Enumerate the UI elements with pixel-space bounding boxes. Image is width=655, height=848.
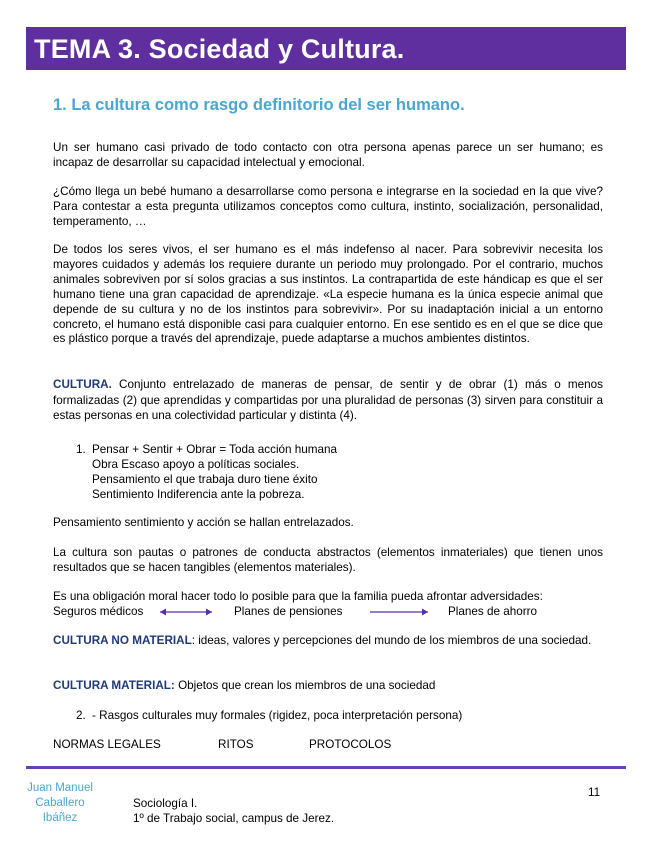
cultura-definition-text: Conjunto entrelazado de maneras de pensar, de sentir y de obrar (1) más o menos formalizadas (2) que aprendidas y compartidas por una pluralidad de personas (3) sirven para constituir a estas personas en una colectividad particular y distinta (4).: [53, 378, 603, 423]
list-line: Obra Escaso apoyo a políticas sociales.: [92, 457, 300, 471]
ritos: RITOS: [218, 738, 254, 751]
right-arrow-icon: [368, 606, 432, 618]
author-name: [18, 781, 102, 826]
author-line: Juan Manuel: [27, 782, 93, 794]
cultura-material-term: CULTURA MATERIAL:: [53, 679, 175, 692]
list-number-2: 2.: [76, 709, 86, 722]
double-arrow-icon: [156, 606, 216, 618]
rasgos-formales: - Rasgos culturales muy formales (rigidez, poca interpretación persona): [92, 709, 463, 722]
cultura-no-material-text: : ideas, valores y percepciones del mundo de los miembros de una sociedad.: [191, 634, 592, 647]
campus-name: 1º de Trabajo social, campus de Jerez.: [133, 811, 335, 825]
list-line: Sentimiento Indiferencia ante la pobreza.: [92, 487, 305, 501]
section-heading: 1. La cultura como rasgo definitorio del ser humano.: [53, 96, 465, 114]
paragraph-entrelazados: Pensamiento sentimiento y acción se hallan entrelazados.: [53, 516, 354, 529]
paragraph-intro: Un ser humano casi privado de todo contacto con otra persona apenas parece un ser humano; es incapaz de desarrollar su capacidad intelectual y emocional.: [53, 141, 603, 169]
footer-divider: [26, 766, 626, 769]
page-number: 11: [588, 786, 601, 799]
course-info: [133, 797, 334, 827]
paragraph-cultura-no-material: [53, 634, 603, 649]
title-banner: [26, 27, 626, 70]
seguros-medicos: Seguros médicos: [53, 605, 144, 618]
paragraph-cultura-material: [53, 679, 603, 694]
paragraph-pautas: La cultura son pautas o patrones de conducta abstractos (elementos inmateriales) que tienen unos resultados que se hacen tangibles (elementos materiales).: [53, 546, 603, 574]
page-title: TEMA 3. Sociedad y Cultura.: [34, 34, 405, 64]
list-line: Pensar + Sentir + Obrar = Toda acción humana: [92, 443, 338, 456]
paragraph-obligacion: Es una obligación moral hacer todo lo posible para que la familia pueda afrontar adversidades:: [53, 590, 543, 603]
paragraph-question: ¿Cómo llega un bebé humano a desarrollarse como persona e integrarse en la sociedad en la que vive? Para contestar a esta pregunta utilizamos conceptos como cultura, instinto, socialización, personalidad, temperamento, …: [53, 185, 603, 228]
course-name: Sociología I.: [133, 797, 198, 810]
normas-legales: NORMAS LEGALES: [53, 738, 161, 751]
cultura-no-material-term: CULTURA NO MATERIAL: [53, 634, 192, 647]
cultura-material-text: Objetos que crean los miembros de una sociedad: [174, 679, 436, 692]
author-line: Ibáñez: [42, 812, 78, 824]
author-line: Caballero: [35, 797, 85, 809]
planes-de-pensiones: Planes de pensiones: [234, 605, 343, 618]
paragraph-indefenso: De todos los seres vivos, el ser humano es el más indefenso al nacer. Para sobrevivir necesita los mayores cuidados y además los requiere durante un periodo muy prolongado. Por el contrario, muchos animales sobreviven por sí solos gracias a sus instintos. La contrapartida de este hándicap es que el ser humano tiene una gran capacidad de aprendizaje. «La especie humana es la única especie animal que depende de su cultura y no de los instintos para sobrevivir». Por su inadaptación inicial a un entorno concreto, el humano está disponible casi para cualquier entorno. En ese sentido es en el que se dice que es plástico porque a través del aprendizaje, puede adaptarse a muchos ambientes distintos.: [53, 243, 603, 346]
cultura-term: CULTURA.: [53, 378, 112, 391]
paragraph-cultura-definition: [53, 377, 603, 424]
list-line: Pensamiento el que trabaja duro tiene éxito: [92, 472, 318, 486]
planes-de-ahorro: Planes de ahorro: [448, 605, 538, 618]
protocolos: PROTOCOLOS: [309, 738, 392, 751]
list-number: 1.: [76, 443, 86, 456]
